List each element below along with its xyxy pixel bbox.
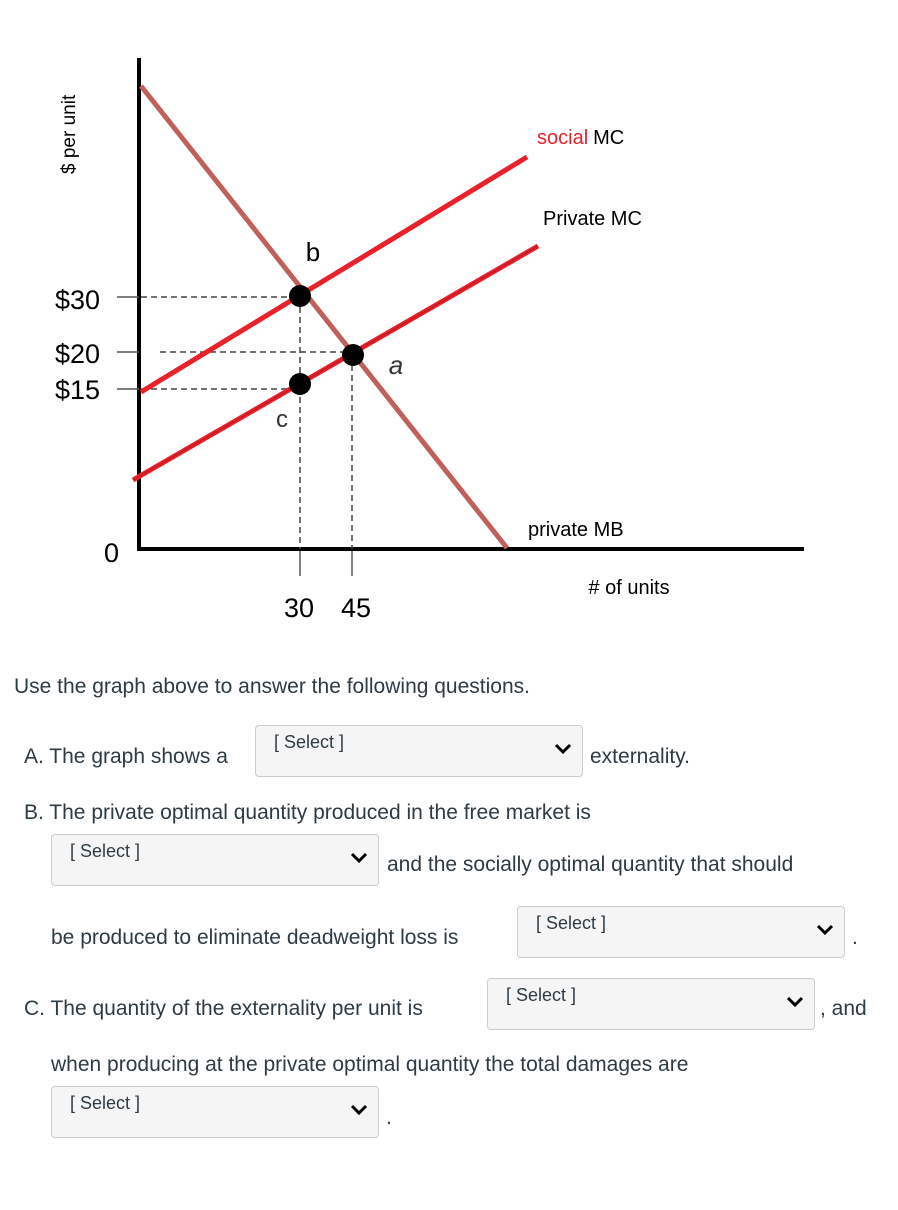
select-externality-type-value: [ Select ]	[274, 732, 345, 752]
question-c-prefix: C. The quantity of the externality per unit is	[24, 997, 423, 1020]
x-tick-label-45: 45	[340, 593, 372, 623]
question-b-line3: be produced to eliminate deadweight loss is	[51, 926, 459, 949]
select-total-damages-value: [ Select ]	[70, 1093, 141, 1113]
social-mc-curve	[141, 157, 527, 392]
x-tick-label-30: 30	[283, 593, 315, 623]
social-mc-label	[537, 127, 624, 149]
chevron-down-icon	[350, 1103, 368, 1117]
private-mc-label: Private MC	[543, 208, 642, 230]
intro-text: Use the graph above to answer the following questions.	[14, 675, 530, 698]
select-externality-type[interactable]	[255, 725, 583, 777]
point-b	[289, 285, 311, 307]
social-word: social	[537, 127, 589, 149]
question-c-line2: when producing at the private optimal quantity the total damages are	[51, 1053, 689, 1076]
select-social-optimal-quantity-value: [ Select ]	[536, 913, 607, 933]
select-externality-per-unit[interactable]	[487, 978, 815, 1030]
point-label-c: c	[276, 406, 288, 433]
private-mc-curve-shade	[133, 246, 538, 480]
private-mb-curve	[141, 86, 507, 548]
y-tick-label-15: $15	[54, 375, 100, 405]
chevron-down-icon	[554, 742, 572, 756]
question-b-line1: B. The private optimal quantity produced in the free market is	[24, 801, 591, 824]
point-label-a: a	[388, 350, 404, 380]
chevron-down-icon	[816, 923, 834, 937]
chevron-down-icon	[786, 995, 804, 1009]
point-a	[342, 344, 364, 366]
y-tick-label-20: $20	[54, 339, 100, 369]
question-c-suffix: , and	[820, 997, 867, 1020]
private-mb-label: private MB	[528, 519, 624, 541]
select-social-optimal-quantity[interactable]	[517, 906, 845, 958]
question-b-mid: and the socially optimal quantity that should	[387, 853, 794, 876]
select-private-optimal-quantity[interactable]	[51, 834, 379, 886]
question-a-prefix: A. The graph shows a	[24, 745, 228, 768]
select-total-damages[interactable]	[51, 1086, 379, 1138]
y-axis-label: $ per unit	[59, 94, 80, 174]
y-tick-label-30: $30	[54, 285, 100, 315]
question-a-suffix: externality.	[590, 745, 690, 768]
point-label-b: b	[305, 237, 321, 267]
mc-word: MC	[593, 127, 625, 149]
question-c-period: .	[386, 1106, 392, 1129]
y-tick-label-0: 0	[103, 538, 119, 568]
select-externality-per-unit-value: [ Select ]	[506, 985, 577, 1005]
chevron-down-icon	[350, 851, 368, 865]
question-b-period: .	[852, 926, 858, 949]
x-axis-label: # of units	[588, 577, 670, 599]
point-c	[289, 373, 311, 395]
select-private-optimal-quantity-value: [ Select ]	[70, 841, 141, 861]
